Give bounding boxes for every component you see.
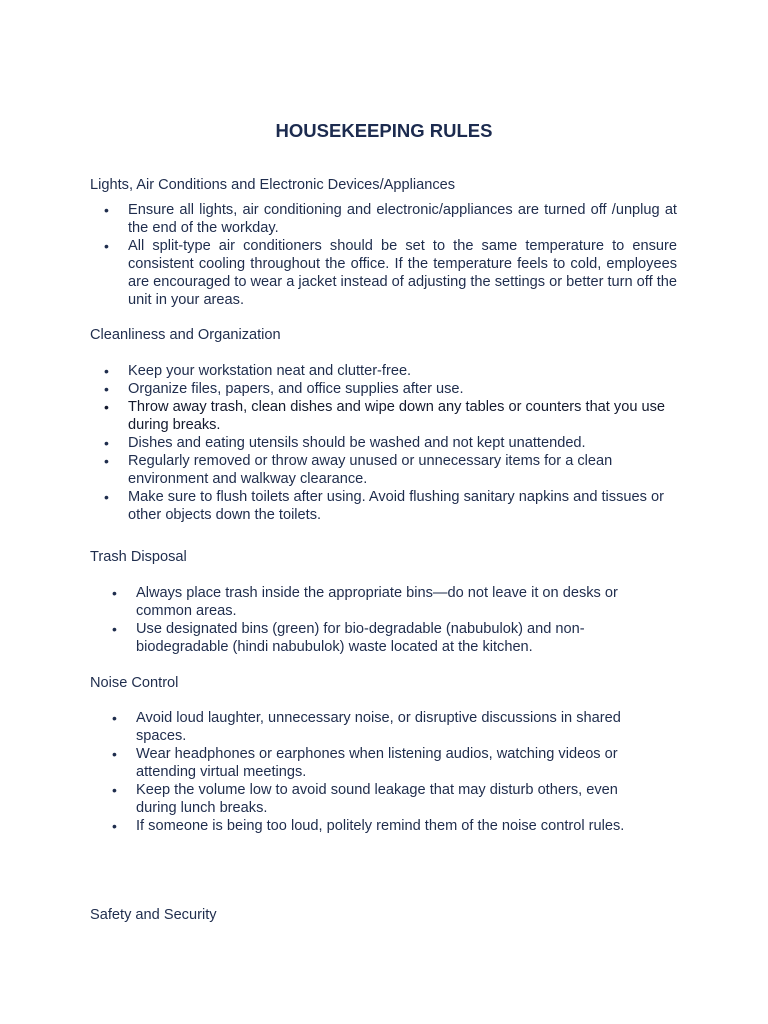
list-item-text: Always place trash inside the appropriate bins—do not leave it on desks or common areas. — [136, 585, 618, 619]
bullet-icon: • — [112, 746, 117, 762]
bullet-icon: • — [104, 202, 109, 218]
list-item-text: Avoid loud laughter, unnecessary noise, or disruptive discussions in shared spaces. — [136, 710, 621, 744]
bullet-icon: • — [104, 381, 109, 397]
bullet-icon: • — [112, 782, 117, 798]
list-item-text: Make sure to flush toilets after using. Avoid flushing sanitary napkins and tissues or other objects down the toilets. — [128, 489, 664, 523]
bullet-icon: • — [104, 363, 109, 379]
document-title: HOUSEKEEPING RULES — [275, 120, 493, 141]
bullet-icon: • — [112, 621, 117, 637]
section-heading-lights: Lights, Air Conditions and Electronic Devices/Appliances — [90, 177, 456, 193]
section-heading-safety: Safety and Security — [90, 907, 217, 923]
bullet-icon: • — [112, 710, 117, 726]
cleanliness-rules-list — [104, 362, 677, 524]
list-item — [112, 817, 656, 835]
list-item — [104, 237, 677, 309]
list-item-text: Use designated bins (green) for bio-degradable (nabubulok) and non-biodegradable (hindi nabubulok) waste located at the kitchen. — [136, 621, 585, 655]
list-item-text: Organize files, papers, and office supplies after use. — [128, 381, 464, 397]
list-item-text: Keep the volume low to avoid sound leakage that may disturb others, even during lunch breaks. — [136, 782, 618, 816]
bullet-icon: • — [112, 818, 117, 834]
list-item — [104, 380, 677, 398]
list-item — [112, 745, 656, 781]
bullet-icon: • — [112, 585, 117, 601]
list-item — [104, 398, 677, 434]
bullet-icon: • — [104, 435, 109, 451]
bullet-icon: • — [104, 399, 109, 415]
list-item — [104, 434, 677, 452]
list-item — [104, 362, 677, 380]
list-item-text: All split-type air conditioners should be set to the same temperature to ensure consistent cooling throughout the office. If the temperature feels to cold, employees are encouraged to wear a jacket instead of adjusting the settings or better turn off the unit in your areas. — [128, 238, 677, 308]
list-item-text: Wear headphones or earphones when listening audios, watching videos or attending virtual meetings. — [136, 746, 618, 780]
lights-rules-list — [104, 201, 677, 309]
list-item-text: Dishes and eating utensils should be washed and not kept unattended. — [128, 435, 586, 451]
list-item — [104, 488, 677, 524]
list-item — [104, 201, 677, 237]
section-heading-noise: Noise Control — [90, 675, 179, 691]
section-heading-trash: Trash Disposal — [90, 549, 187, 565]
trash-rules-list — [112, 584, 656, 656]
list-item — [112, 709, 656, 745]
bullet-icon: • — [104, 238, 109, 254]
list-item-text: Ensure all lights, air conditioning and electronic/appliances are turned off /unplug at the end of the workday. — [128, 202, 677, 236]
list-item-text: Regularly removed or throw away unused or unnecessary items for a clean environment and walkway clearance. — [128, 453, 613, 487]
noise-rules-list — [112, 709, 656, 835]
bullet-icon: • — [104, 489, 109, 505]
list-item-text: Keep your workstation neat and clutter-free. — [128, 363, 412, 379]
bullet-icon: • — [104, 453, 109, 469]
list-item — [112, 620, 656, 656]
section-heading-cleanliness: Cleanliness and Organization — [90, 327, 281, 343]
list-item — [104, 452, 677, 488]
list-item-text: Throw away trash, clean dishes and wipe down any tables or counters that you use during breaks. — [128, 399, 666, 433]
list-item — [112, 584, 656, 620]
list-item-text: If someone is being too loud, politely remind them of the noise control rules. — [136, 818, 625, 834]
list-item — [112, 781, 656, 817]
